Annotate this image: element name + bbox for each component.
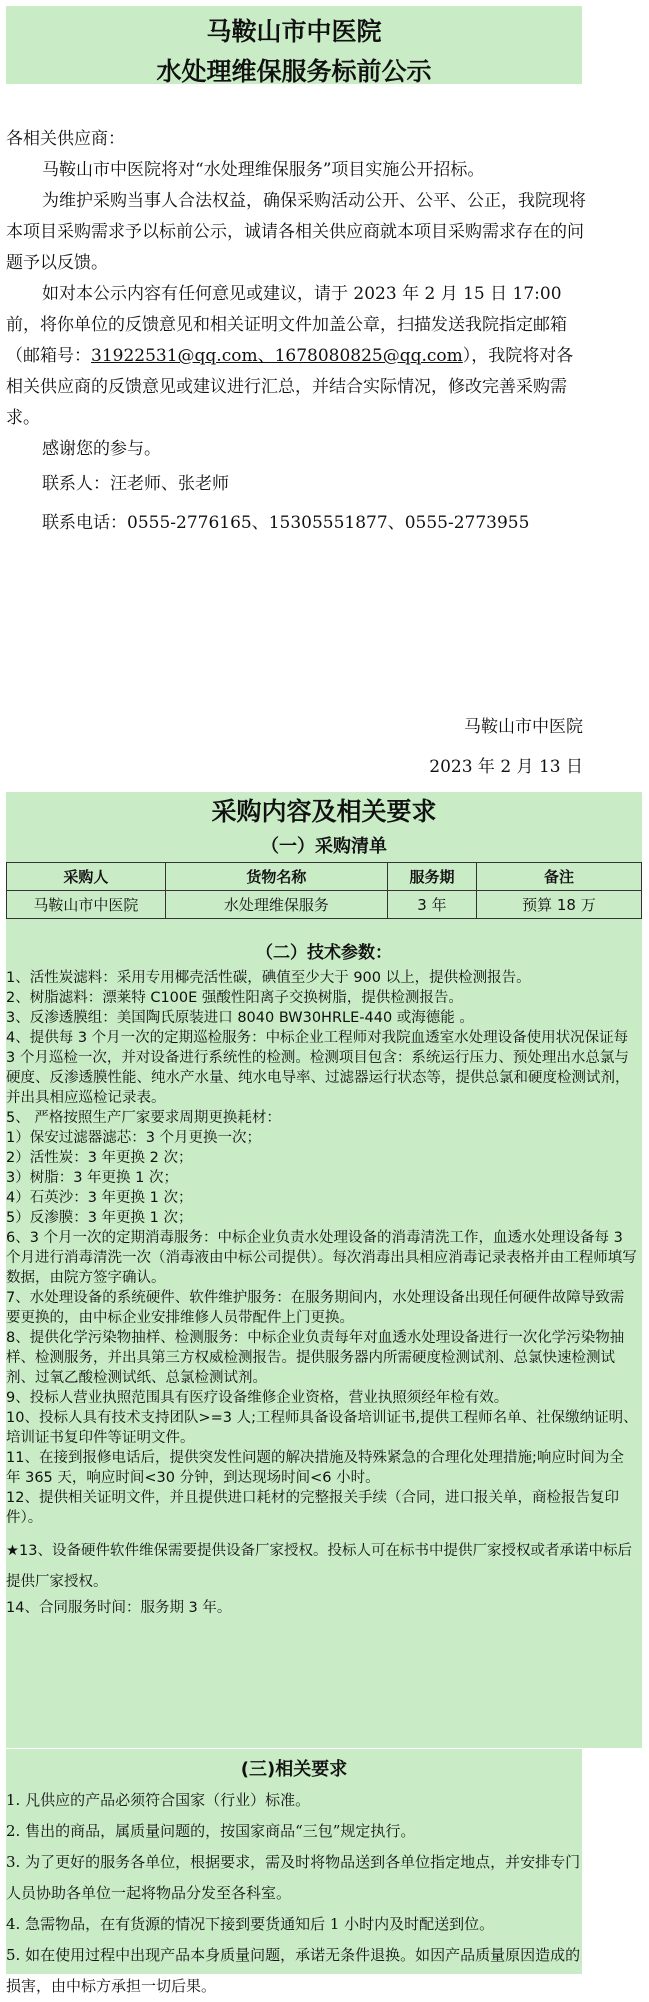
tech-item: 3、反渗透膜组：美国陶氏原装进口 8040 BW30HRLE-440 或海德能 。	[6, 1010, 474, 1026]
signature-date: 2023 年 2 月 13 日	[429, 757, 583, 777]
requirements-section	[6, 1749, 582, 1995]
procurement-section	[6, 792, 642, 1748]
tech-item: 3）树脂：3 年更换 1 次；	[6, 1170, 179, 1186]
tech-params-list	[6, 968, 638, 1618]
table-cell: 马鞍山市中医院	[7, 891, 166, 919]
tech-item: 9、投标人营业执照范围具有医疗设备维修企业资格，营业执照须经年检有效。	[6, 1390, 509, 1406]
column-header: 采购人	[7, 863, 166, 891]
tech-item-service-period: 14、合同服务时间：服务期 3 年。	[6, 1600, 232, 1616]
notice-paragraph-1: 马鞍山市中医院将对“水处理维保服务”项目实施公开招标。	[42, 160, 485, 180]
tech-item: 2）活性炭：3 年更换 2 次；	[6, 1150, 193, 1166]
notice-title: 水处理维保服务标前公示	[156, 57, 432, 86]
column-header: 货物名称	[165, 863, 387, 891]
notice-paragraph-3-after: ），我院将对各相关供应商的反馈意见或建议进行汇总，并结合实际情况，修改完善采购需求。	[6, 346, 574, 428]
notice-paragraph-3-before: 如对本公示内容有任何意见或建议，请于 2023 年 2 月 15 日 17:00 前，将你单位的反馈意见和相关证明文件加盖公章，扫描发送我院指定邮箱（邮箱号：	[6, 284, 567, 366]
title-banner	[6, 6, 582, 84]
requirement-item: 3. 为了更好的服务各单位，根据要求，需及时将物品送到各单位指定地点，并安排专门人员协助各单位一起将物品分发至各科室。	[6, 1853, 581, 1902]
tech-item: 4、提供每 3 个月一次的定期巡检服务：中标企业工程师对我院血透室水处理设备使用状况保证每 3 个月巡检一次，并对设备进行系统性的检测。检测项目包含：系统运行压力、预处理出水总氯与硬度、反渗透膜性能、纯水产水量、纯水电导率、过滤器运行状态等，提供总氯和硬度检测试剂，并出具相应巡检记录表。	[6, 1030, 630, 1106]
column-header: 服务期	[388, 863, 477, 891]
tech-item: 1）保安过滤器滤芯：3 个月更换一次；	[6, 1130, 262, 1146]
table-cell: 3 年	[388, 891, 477, 919]
notice-paragraph-2: 为维护采购当事人合法权益，确保采购活动公开、公平、公正，我院现将本项目采购需求予以标前公示，诚请各相关供应商就本项目采购需求存在的问题予以反馈。	[6, 191, 586, 273]
requirements-title: (三)相关要求	[240, 1759, 348, 1780]
table-cell: 水处理维保服务	[165, 891, 387, 919]
tech-item: 5）反渗膜：3 年更换 1 次；	[6, 1210, 193, 1226]
tech-item: 6、3 个月一次的定期消毒服务：中标企业负责水处理设备的消毒清洗工作，血透水处理设备每 3 个月进行消毒清洗一次（消毒液由中标公司提供）。每次消毒出具相应消毒记录表格并由工程师填写数据，由院方签字确认。	[6, 1230, 637, 1286]
table-header-row	[7, 863, 642, 891]
table-row	[7, 891, 642, 919]
requirement-item: 1. 凡供应的产品必须符合国家（行业）标准。	[6, 1791, 311, 1809]
tech-item: 4）石英沙：3 年更换 1 次；	[6, 1190, 193, 1206]
purchase-list-title: （一）采购清单	[261, 836, 387, 857]
notice-body	[6, 124, 586, 539]
hospital-name-title: 马鞍山市中医院	[206, 17, 382, 46]
tech-item: 8、提供化学污染物抽样、检测服务：中标企业负责每年对血透水处理设备进行一次化学污染物抽样、检测服务，并出具第三方权威检测报告。提供服务器内所需硬度检测试剂、总氯快速检测试剂、过氧乙酸检测试纸、总氯检测试剂。	[6, 1330, 625, 1386]
tech-item: 12、提供相关证明文件，并且提供进口耗材的完整报关手续（合同，进口报关单，商检报告复印件）。	[6, 1490, 619, 1526]
thanks-line: 感谢您的参与。	[42, 439, 161, 459]
purchase-table	[6, 862, 642, 919]
tech-item: 2、树脂滤料：漂莱特 C100E 强酸性阳离子交换树脂，提供检测报告。	[6, 990, 463, 1006]
tech-item: 5、 严格按照生产厂家要求周期更换耗材：	[6, 1110, 281, 1126]
requirements-list	[6, 1785, 582, 2002]
procurement-title: 采购内容及相关要求	[211, 797, 437, 826]
column-header: 备注	[476, 863, 641, 891]
requirement-item: 5. 如在使用过程中出现产品本身质量问题，承诺无条件退换。如因产品质量原因造成的损害，由中标方承担一切后果。	[6, 1946, 581, 1995]
tech-item: 7、水处理设备的系统硬件、软件维护服务：在服务期间内，水处理设备出现任何硬件故障导致需要更换的，由中标企业安排维修人员带配件上门更换。	[6, 1290, 625, 1326]
table-cell: 预算 18 万	[476, 891, 641, 919]
tech-item: 11、在接到报修电话后，提供突发性问题的解决措施及特殊紧急的合理化处理措施;响应时间为全年 365 天，响应时间<30 分钟，到达现场时间<6 小时。	[6, 1450, 624, 1486]
tech-item: 1、活性炭滤料：采用专用椰壳活性碳，碘值至少大于 900 以上，提供检测报告。	[6, 970, 531, 986]
requirement-item: 4. 急需物品，在有货源的情况下接到要货通知后 1 小时内及时配送到位。	[6, 1915, 495, 1933]
tech-item-authorization: ★13、设备硬件软件维保需要提供设备厂家授权。投标人可在标书中提供厂家授权或者承诺中标后提供厂家授权。	[6, 1543, 632, 1590]
contact-phone: 联系电话：0555-2776165、15305551877、0555-2773955	[42, 513, 530, 533]
contact-person: 联系人：汪老师、张老师	[42, 474, 229, 494]
tech-params-title: （二）技术参数：	[256, 943, 392, 963]
email-links[interactable]: 31922531@qq.com、1678080825@qq.com	[91, 346, 463, 366]
requirement-item: 2. 售出的商品，属质量问题的，按国家商品“三包”规定执行。	[6, 1822, 416, 1840]
tech-item: 10、投标人具有技术支持团队>=3 人;工程师具备设备培训证书,提供工程师名单、社保缴纳证明、培训证书复印件等证明文件。	[6, 1410, 638, 1446]
salutation: 各相关供应商：	[6, 129, 125, 149]
signature-org: 马鞍山市中医院	[464, 717, 583, 737]
notice-paragraph-3	[6, 279, 586, 434]
